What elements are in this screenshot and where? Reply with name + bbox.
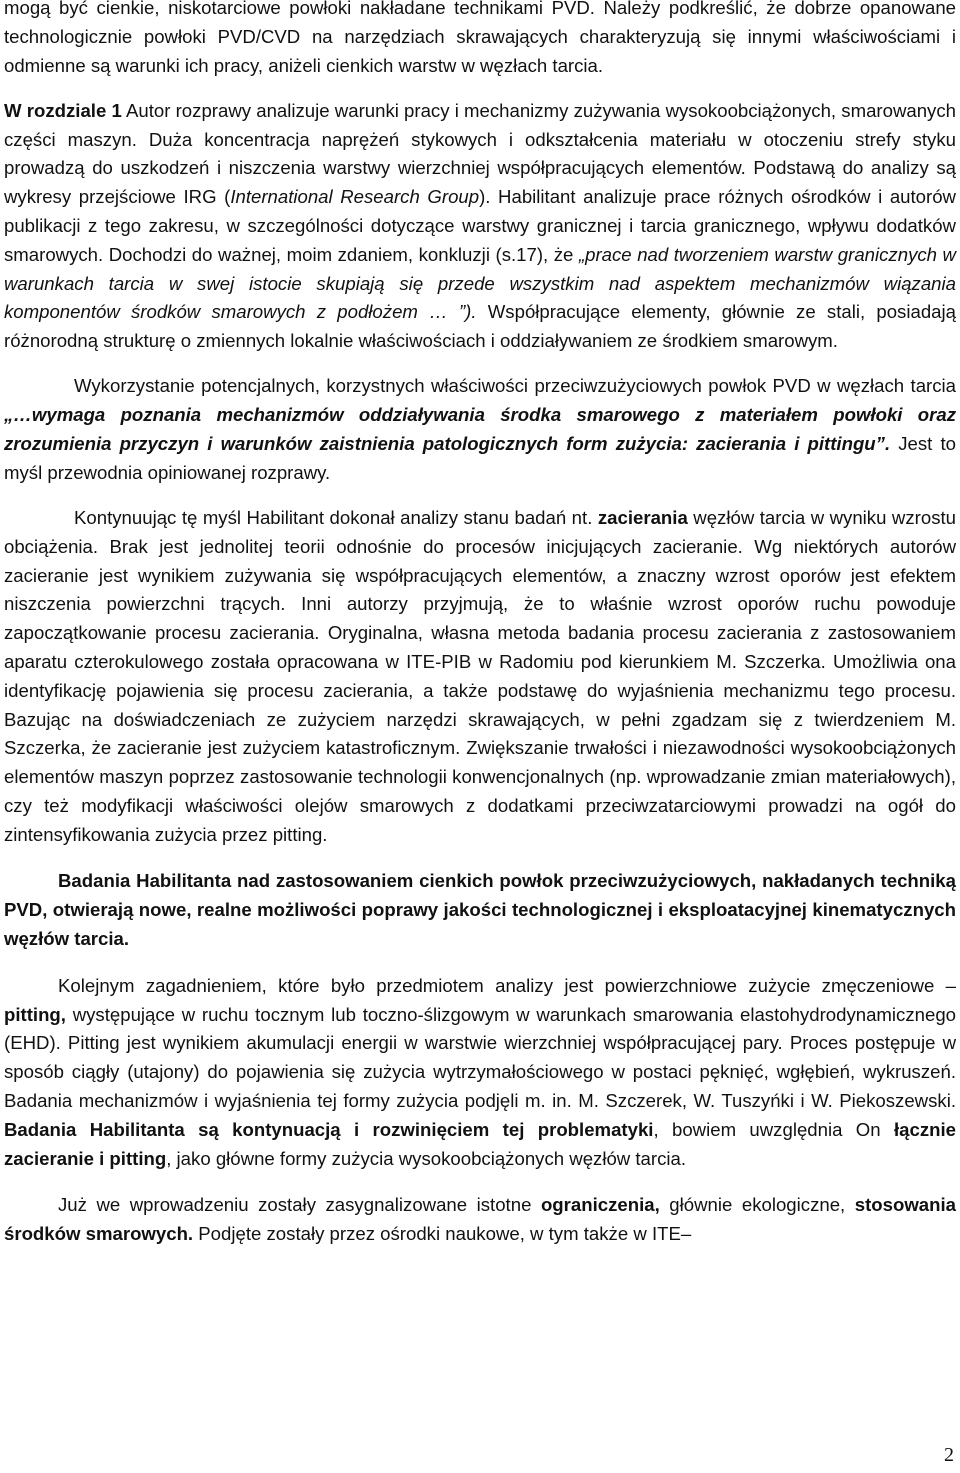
paragraph-text: mogą być cienkie, niskotarciowe powłoki nakładane technikami PVD. Należy podkreślić, że dobrze opanowane technologicznie powłoki PVD/CVD na narzędziach skrawających charakteryzują się innymi właściwościami i odmienne są warunki ich pracy, aniżeli cienkich warstw w węzłach tarcia. (4, 0, 956, 76)
paragraph-research-statement (4, 867, 956, 953)
paragraph-text: ). Habilitant analizuje prace różnych ośrodków i autorów publikacji z tego zakresu, w szczególności dotyczące warstwy granicznej i tarcia granicznego, wpływu dodatków smarowych. Dochodzi do ważnej, moim zdaniem, konkluzji (s.17), że (4, 186, 956, 265)
paragraph-text: Kontynuując tę myśl Habilitant dokonał analizy stanu badań nt. (74, 506, 598, 528)
paragraph-pitting (4, 972, 956, 1174)
paragraph-text: Już we wprowadzeniu zostały zasygnalizowane istotne (58, 1194, 541, 1216)
paragraph-text: Badania Habilitanta nad zastosowaniem cienkich powłok przeciwzużyciowych, nakładanych techniką PVD, otwierają nowe, realne możliwości poprawy jakości technologicznej i eksploatacyjnej kinematycznych węzłów tarcia. (4, 870, 956, 950)
term-limitations: ograniczenia, (540, 1194, 660, 1216)
highlight-seizure-pitting: łącznie zacieranie i pitting (4, 1118, 956, 1169)
document-page (4, 0, 956, 1249)
paragraph-text: Wykorzystanie potencjalnych, korzystnych właściwości przeciwzużyciowych powłok PVD w węzłach tarcia (74, 375, 956, 397)
paragraph-text: , bowiem uwzględnia On (653, 1118, 894, 1140)
paragraph-text: , jako główne formy zużycia wysokoobciążonych węzłów tarcia. (166, 1147, 687, 1169)
paragraph-limitations (4, 1191, 956, 1249)
paragraph-guiding-thought (4, 372, 956, 487)
paragraph-text: występujące w ruchu tocznym lub toczno-ślizgowym w warunkach smarowania elastohydrodynamicznego (EHD). Pitting jest wynikiem akumulacji energii w warstwie wierzchniej współpracującej pary. Proces postępuje w sposób ciągły (utajony) do pojawienia się zużycia wytrzymałościowego w postaci pęknięć, wgłębień, wykruszeń. Badania mechanizmów i wyjaśnienia tej formy zużycia podjęli m. in. M. Szczerek, W. Tuszyńki i W. Piekoszewski. (4, 1003, 956, 1112)
paragraph-text: Współpracujące elementy, głównie ze stali, posiadają różnorodną strukturę o zmiennych lokalnie właściwościach i oddziaływaniem ze środkiem smarowym. (4, 301, 956, 352)
paragraph-text: Autor rozprawy analizuje warunki pracy i mechanizmy zużywania wysokoobciążonych, smarowanych części maszyn. Duża koncentracja naprężeń stykowych i odkształcenia materiału w otoczeniu strefy styku prowadzą do uszkodzeń i niszczenia warstwy wierzchniej współpracujących elementów. Podstawą do analizy są wykresy przejściowe IRG ( (4, 99, 956, 208)
irg-name: International Research Group (230, 186, 480, 208)
paragraph-seizure (4, 504, 956, 850)
page-number: 2 (944, 1444, 954, 1466)
highlight-continuation: Badania Habilitanta są kontynuacją i rozwinięciem tej problematyki (4, 1118, 654, 1140)
paragraph-text: Kolejnym zagadnieniem, które było przedmiotem analizy jest powierzchniowe zużycie zmęczeniowe – (58, 974, 956, 996)
paragraph-text: węzłów tarcia w wyniku wzrostu obciążenia. Brak jest jednolitej teorii odnośnie do procesów inicjujących zacieranie. Wg niektórych autorów zacieranie jest wynikiem zużywania się współpracujących elementów, a znaczny wzrost oporów jest efektem niszczenia powierzchni trących. Inni autorzy przyjmują, że to właśnie wzrost oporów ruchu powoduje zapoczątkowanie procesu zacierania. Oryginalna, własna metoda badania procesu zacierania z zastosowaniem aparatu czterokulowego została opracowana w ITE-PIB w Radomiu pod kierunkiem M. Szczerka. Umożliwia ona identyfikację pojawienia się procesu zacierania, a także podstawę do wyjaśnienia mechanizmu tego procesu. Bazując na doświadczeniach ze zużyciem narzędzi skrawających, w pełni zgadzam się z twierdzeniem M. Szczerka, że zacieranie jest zużyciem katastroficznym. Zwiększanie trwałości i niezawodności wysokoobciążonych elementów maszyn poprzez zastosowanie technologii konwencjonalnych (np. wprowadzanie zmian materiałowych), czy też modyfikacji właściwości olejów smarowych z dodatkami przeciwzatarciowymi prowadzi na ogół do zintensyfikowania zużycia przez pitting. (4, 506, 956, 845)
quoted-conclusion: „prace nad tworzeniem warstw granicznych w warunkach tarcia w swej istocie skupiają się przede wszystkim nad aspektem mechanizmów wiązania komponentów środków smarowych z podłożem … ”). (4, 243, 956, 323)
paragraph-text: Jest to myśl przewodnia opiniowanej rozprawy. (4, 432, 956, 483)
term-seizure: zacierania (597, 506, 688, 528)
paragraph-text: głównie ekologiczne, (659, 1194, 855, 1216)
key-quote: „…wymaga poznania mechanizmów oddziaływania środka smarowego z materiałem powłoki oraz zrozumienia przyczyn i warunków zaistnienia patologicznych form zużycia: zacierania i pittingu”. (4, 404, 956, 454)
paragraph-text: Podjęte zostały przez ośrodki naukowe, w tym także w ITE– (193, 1223, 692, 1245)
paragraph-chapter-1 (4, 97, 956, 356)
term-pitting: pitting, (4, 1003, 66, 1025)
term-lubricants: stosowania środków smarowych. (4, 1194, 956, 1245)
chapter-reference: W rozdziale 1 (4, 99, 122, 121)
paragraph-pvd-coatings (4, 0, 956, 80)
